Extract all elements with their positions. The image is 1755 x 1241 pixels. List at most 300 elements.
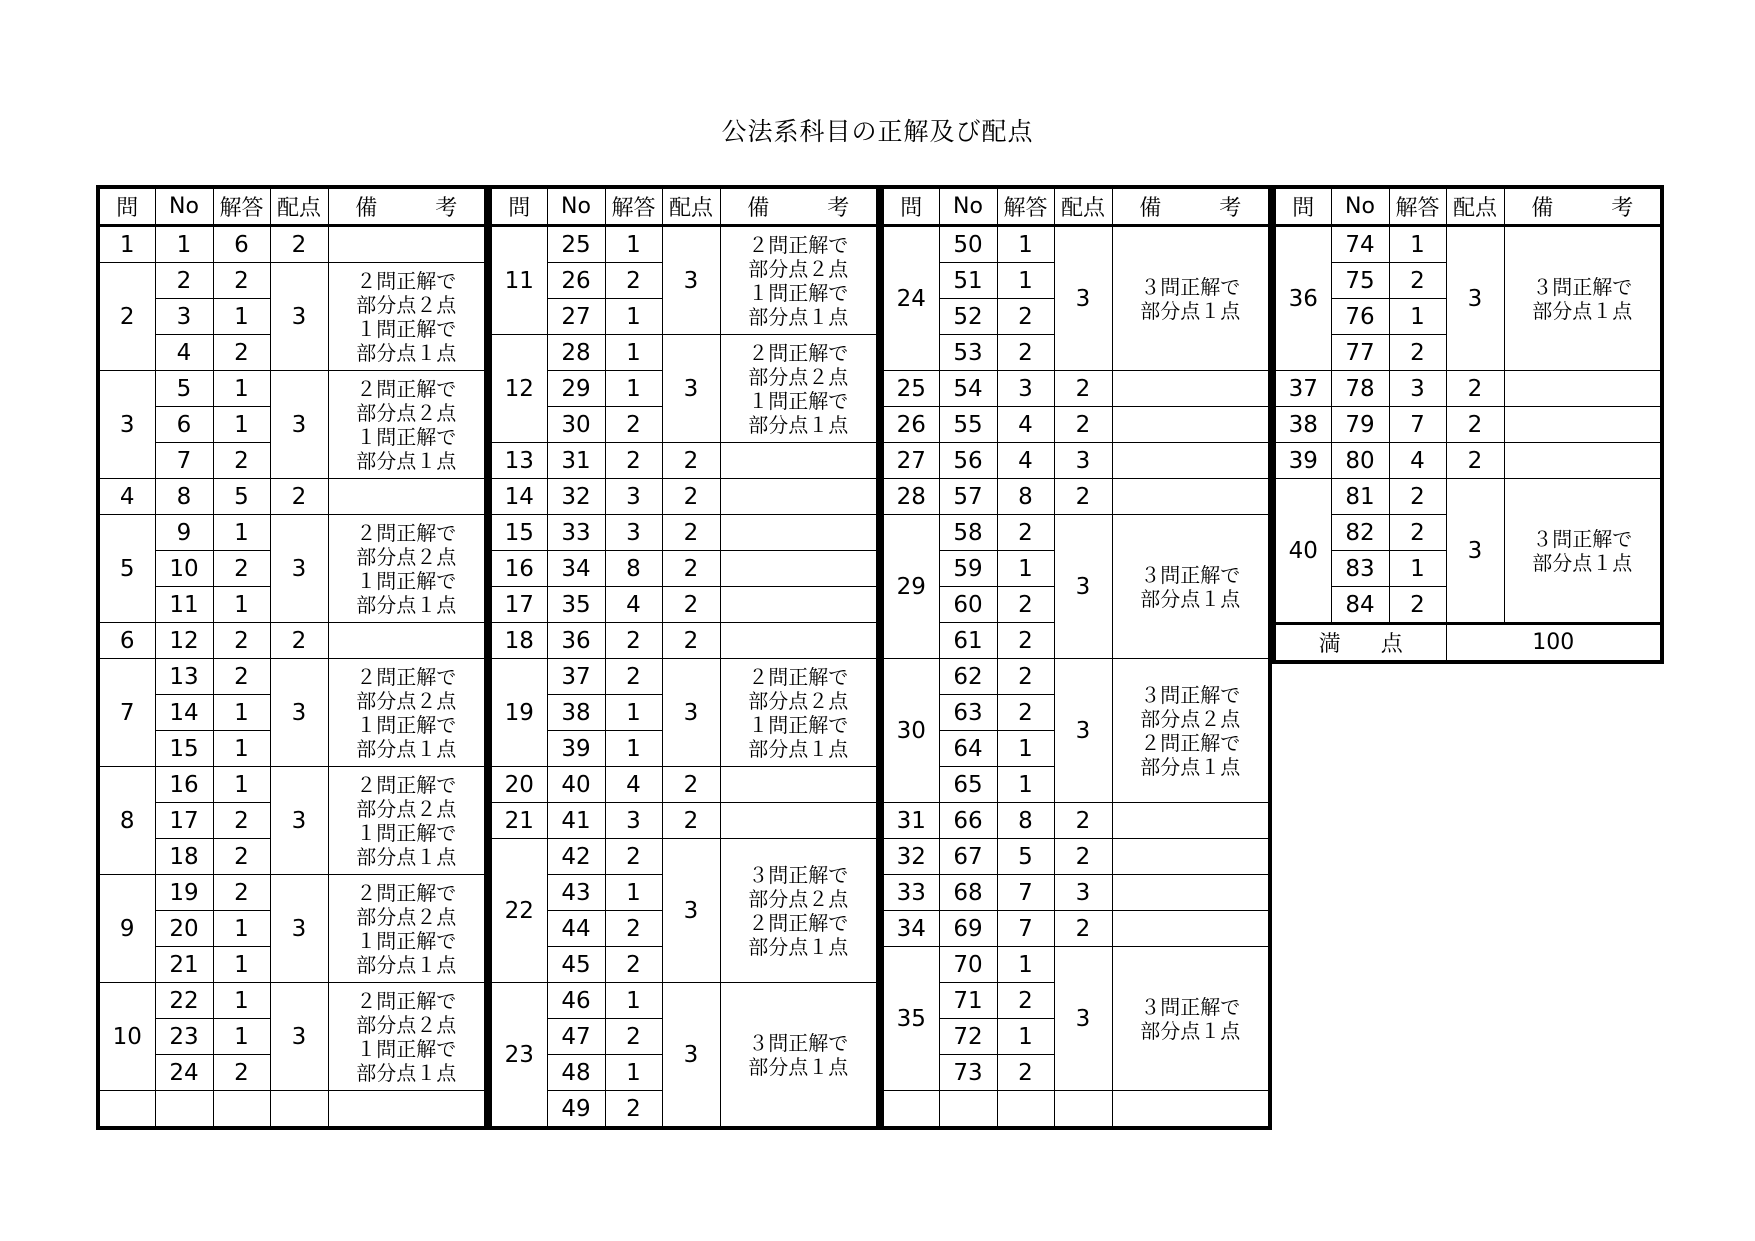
table-row [98, 263, 486, 299]
header-question: 問 [882, 187, 939, 226]
answer-no: 80 [1331, 443, 1389, 479]
answer-no: 52 [939, 299, 997, 335]
correct-answer: 1 [1389, 551, 1446, 587]
answer-no: 34 [547, 551, 605, 587]
correct-answer: 7 [997, 875, 1054, 911]
remarks-cell [328, 479, 486, 515]
answer-no: 37 [547, 659, 605, 695]
remark-line: ３問正解で [1532, 274, 1633, 299]
answer-no: 32 [547, 479, 605, 515]
correct-answer: 2 [605, 1019, 662, 1055]
correct-answer: 2 [605, 839, 662, 875]
remark-line: 部分点２点 [748, 364, 849, 389]
correct-answer: 2 [605, 263, 662, 299]
remark-line: ２問正解で [1140, 730, 1241, 755]
answer-no: 28 [547, 335, 605, 371]
answer-no: 17 [155, 803, 213, 839]
remark-line: １問正解で [748, 712, 849, 737]
answer-no: 60 [939, 587, 997, 623]
question-number: 26 [882, 407, 939, 443]
answer-no: 45 [547, 947, 605, 983]
question-number: 25 [882, 371, 939, 407]
empty-cell [997, 1091, 1054, 1129]
answer-no: 62 [939, 659, 997, 695]
correct-answer: 2 [605, 1091, 662, 1129]
table-row [882, 875, 1270, 911]
header-points: 配点 [1054, 187, 1112, 226]
question-number: 33 [882, 875, 939, 911]
question-number: 40 [1274, 479, 1331, 624]
answer-no: 56 [939, 443, 997, 479]
remark-line: ３問正解で [1140, 562, 1241, 587]
remarks-cell [720, 479, 878, 515]
question-number: 15 [490, 515, 547, 551]
points-cell: 3 [1446, 479, 1504, 624]
question-number: 10 [98, 983, 155, 1091]
remarks-cell [328, 371, 486, 479]
remarks-cell [1112, 803, 1270, 839]
empty-cell [98, 1091, 155, 1129]
correct-answer: 2 [605, 947, 662, 983]
answer-no: 59 [939, 551, 997, 587]
correct-answer: 5 [213, 479, 270, 515]
remarks-cell [1112, 911, 1270, 947]
correct-answer: 1 [213, 983, 270, 1019]
points-cell: 2 [1054, 371, 1112, 407]
remark-line: 部分点２点 [356, 1012, 457, 1037]
answer-no: 15 [155, 731, 213, 767]
table-row [882, 839, 1270, 875]
question-number: 34 [882, 911, 939, 947]
remark-line: 部分点２点 [356, 400, 457, 425]
table-row [1274, 479, 1662, 515]
remark-line: ２問正解で [356, 268, 457, 293]
correct-answer: 4 [1389, 443, 1446, 479]
correct-answer: 1 [213, 731, 270, 767]
header-row [1274, 187, 1662, 226]
table-row [490, 226, 878, 263]
correct-answer: 1 [605, 226, 662, 263]
question-number: 7 [98, 659, 155, 767]
answer-no: 6 [155, 407, 213, 443]
correct-answer: 1 [1389, 299, 1446, 335]
correct-answer: 2 [1389, 263, 1446, 299]
points-cell: 3 [1054, 443, 1112, 479]
correct-answer: 1 [1389, 226, 1446, 263]
header-number: No [1331, 187, 1389, 226]
question-number: 32 [882, 839, 939, 875]
table-row [882, 407, 1270, 443]
remark-line: 部分点１点 [356, 736, 457, 761]
table-row [98, 659, 486, 695]
correct-answer: 2 [213, 803, 270, 839]
remark-line: １問正解で [356, 712, 457, 737]
answer-no: 14 [155, 695, 213, 731]
remarks-cell [1112, 443, 1270, 479]
header-number: No [547, 187, 605, 226]
remark-line: ２問正解で [356, 880, 457, 905]
question-number: 30 [882, 659, 939, 803]
answer-no: 38 [547, 695, 605, 731]
remark-line: ２問正解で [356, 988, 457, 1013]
correct-answer: 2 [605, 659, 662, 695]
answer-no: 19 [155, 875, 213, 911]
remark-line: １問正解で [748, 388, 849, 413]
correct-answer: 1 [605, 695, 662, 731]
points-cell: 2 [662, 515, 720, 551]
answer-no: 69 [939, 911, 997, 947]
remarks-cell [720, 587, 878, 623]
points-cell: 3 [662, 839, 720, 983]
answer-no: 4 [155, 335, 213, 371]
question-number: 3 [98, 371, 155, 479]
empty-cell [939, 1091, 997, 1129]
answer-no: 75 [1331, 263, 1389, 299]
correct-answer: 2 [213, 263, 270, 299]
question-number: 6 [98, 623, 155, 659]
remarks-cell [1112, 371, 1270, 407]
header-answer: 解答 [1389, 187, 1446, 226]
points-cell: 2 [1054, 839, 1112, 875]
answer-no: 78 [1331, 371, 1389, 407]
correct-answer: 1 [213, 695, 270, 731]
correct-answer: 1 [213, 299, 270, 335]
remark-line: １問正解で [356, 1036, 457, 1061]
correct-answer: 3 [605, 479, 662, 515]
remark-line: 部分点１点 [356, 448, 457, 473]
table-row [882, 479, 1270, 515]
table-row [882, 659, 1270, 695]
correct-answer: 4 [997, 443, 1054, 479]
table-row [882, 443, 1270, 479]
answer-no: 51 [939, 263, 997, 299]
points-cell: 3 [662, 335, 720, 443]
correct-answer: 1 [997, 1019, 1054, 1055]
answer-no: 49 [547, 1091, 605, 1129]
answer-no: 82 [1331, 515, 1389, 551]
correct-answer: 1 [213, 911, 270, 947]
remarks-cell [328, 515, 486, 623]
question-number: 18 [490, 623, 547, 659]
answer-no: 41 [547, 803, 605, 839]
score-table-4 [1272, 185, 1664, 664]
table-row [882, 371, 1270, 407]
answer-no: 1 [155, 226, 213, 263]
correct-answer: 8 [605, 551, 662, 587]
header-row [490, 187, 878, 226]
remark-line: ３問正解で [1532, 526, 1633, 551]
remark-line: 部分点１点 [356, 1060, 457, 1085]
points-cell: 2 [1054, 911, 1112, 947]
remark-line: １問正解で [748, 280, 849, 305]
points-cell: 2 [662, 587, 720, 623]
remark-line: 部分点２点 [748, 256, 849, 281]
correct-answer: 2 [213, 551, 270, 587]
table-row [882, 947, 1270, 983]
correct-answer: 2 [605, 911, 662, 947]
question-number: 11 [490, 226, 547, 335]
remarks-cell [720, 623, 878, 659]
answer-no: 81 [1331, 479, 1389, 515]
remark-line: ２問正解で [356, 772, 457, 797]
header-remarks: 備 考 [1504, 187, 1662, 226]
question-number: 4 [98, 479, 155, 515]
remark-line: ２問正解で [748, 910, 849, 935]
table-row [1274, 407, 1662, 443]
correct-answer: 2 [213, 839, 270, 875]
header-remarks: 備 考 [328, 187, 486, 226]
answer-no: 67 [939, 839, 997, 875]
question-number: 19 [490, 659, 547, 767]
empty-cell [1112, 1091, 1270, 1129]
correct-answer: 1 [213, 947, 270, 983]
answer-no: 70 [939, 947, 997, 983]
remark-line: 部分点１点 [748, 736, 849, 761]
answer-no: 63 [939, 695, 997, 731]
correct-answer: 3 [1389, 371, 1446, 407]
remarks-cell [328, 983, 486, 1091]
correct-answer: 1 [213, 515, 270, 551]
table-row [98, 371, 486, 407]
correct-answer: 2 [997, 515, 1054, 551]
remark-line: ３問正解で [748, 862, 849, 887]
correct-answer: 1 [605, 299, 662, 335]
remarks-cell [1504, 443, 1662, 479]
remark-line: 部分点２点 [748, 688, 849, 713]
correct-answer: 1 [605, 1055, 662, 1091]
correct-answer: 1 [997, 731, 1054, 767]
question-number: 23 [490, 983, 547, 1129]
empty-cell [270, 1091, 328, 1129]
answer-no: 48 [547, 1055, 605, 1091]
correct-answer: 2 [1389, 479, 1446, 515]
answer-no: 31 [547, 443, 605, 479]
answer-no: 65 [939, 767, 997, 803]
remarks-cell [328, 875, 486, 983]
header-answer: 解答 [605, 187, 662, 226]
remarks-cell [1112, 875, 1270, 911]
table-row [490, 623, 878, 659]
answer-no: 40 [547, 767, 605, 803]
correct-answer: 2 [997, 659, 1054, 695]
points-cell: 2 [1446, 443, 1504, 479]
answer-no: 58 [939, 515, 997, 551]
correct-answer: 2 [997, 983, 1054, 1019]
remark-line: 部分点１点 [356, 340, 457, 365]
points-cell: 3 [270, 983, 328, 1091]
table-row [98, 875, 486, 911]
remark-line: ３問正解で [1140, 994, 1241, 1019]
points-cell: 2 [1054, 479, 1112, 515]
answer-no: 8 [155, 479, 213, 515]
remarks-cell [328, 659, 486, 767]
correct-answer: 3 [605, 515, 662, 551]
remarks-cell [720, 767, 878, 803]
answer-no: 33 [547, 515, 605, 551]
correct-answer: 2 [605, 407, 662, 443]
remarks-cell [1504, 407, 1662, 443]
correct-answer: 2 [213, 335, 270, 371]
remark-line: 部分点１点 [356, 844, 457, 869]
table-row [1274, 371, 1662, 407]
correct-answer: 4 [605, 767, 662, 803]
remark-line: 部分点１点 [1140, 1018, 1241, 1043]
remarks-cell [1112, 479, 1270, 515]
answer-no: 79 [1331, 407, 1389, 443]
answer-no: 25 [547, 226, 605, 263]
answer-no: 12 [155, 623, 213, 659]
answer-no: 36 [547, 623, 605, 659]
answer-no: 47 [547, 1019, 605, 1055]
answer-no: 53 [939, 335, 997, 371]
answer-no: 61 [939, 623, 997, 659]
remark-line: ２問正解で [748, 232, 849, 257]
correct-answer: 6 [213, 226, 270, 263]
correct-answer: 3 [997, 371, 1054, 407]
correct-answer: 2 [997, 299, 1054, 335]
correct-answer: 1 [997, 947, 1054, 983]
remarks-cell [1504, 479, 1662, 624]
correct-answer: 4 [605, 587, 662, 623]
remark-line: ３問正解で [1140, 682, 1241, 707]
remark-line: 部分点１点 [748, 304, 849, 329]
correct-answer: 1 [213, 587, 270, 623]
remark-line: １問正解で [356, 424, 457, 449]
remark-line: 部分点２点 [356, 292, 457, 317]
remarks-cell [720, 803, 878, 839]
remark-line: 部分点１点 [1532, 550, 1633, 575]
table-row [490, 335, 878, 371]
points-cell: 3 [270, 875, 328, 983]
remarks-cell [720, 551, 878, 587]
question-number: 35 [882, 947, 939, 1091]
answer-no: 27 [547, 299, 605, 335]
answer-no: 22 [155, 983, 213, 1019]
correct-answer: 1 [605, 983, 662, 1019]
remark-line: 部分点１点 [748, 1054, 849, 1079]
empty-cell [882, 1091, 939, 1129]
points-cell: 2 [1054, 803, 1112, 839]
correct-answer: 2 [213, 443, 270, 479]
empty-row [98, 1091, 486, 1129]
answer-no: 10 [155, 551, 213, 587]
remark-line: 部分点１点 [1140, 754, 1241, 779]
correct-answer: 8 [997, 803, 1054, 839]
table-row [882, 911, 1270, 947]
answer-no: 13 [155, 659, 213, 695]
table-row [1274, 226, 1662, 263]
points-cell: 2 [1054, 407, 1112, 443]
answer-no: 2 [155, 263, 213, 299]
table-row [490, 767, 878, 803]
answer-no: 24 [155, 1055, 213, 1091]
table-row [490, 587, 878, 623]
answer-no: 77 [1331, 335, 1389, 371]
remark-line: 部分点１点 [356, 952, 457, 977]
correct-answer: 7 [997, 911, 1054, 947]
points-cell: 3 [1054, 659, 1112, 803]
points-cell: 3 [1446, 226, 1504, 371]
correct-answer: 2 [997, 587, 1054, 623]
empty-cell [213, 1091, 270, 1129]
correct-answer: 1 [213, 407, 270, 443]
correct-answer: 1 [997, 263, 1054, 299]
remark-line: 部分点１点 [748, 412, 849, 437]
answer-no: 57 [939, 479, 997, 515]
header-question: 問 [98, 187, 155, 226]
correct-answer: 2 [213, 1055, 270, 1091]
score-table-3 [880, 185, 1272, 1130]
answer-no: 68 [939, 875, 997, 911]
table-row [98, 623, 486, 659]
question-number: 29 [882, 515, 939, 659]
question-number: 9 [98, 875, 155, 983]
points-cell: 3 [662, 983, 720, 1129]
table-row [98, 767, 486, 803]
question-number: 39 [1274, 443, 1331, 479]
question-number: 1 [98, 226, 155, 263]
remark-line: １問正解で [356, 568, 457, 593]
table-row [882, 515, 1270, 551]
correct-answer: 3 [605, 803, 662, 839]
table-row [490, 479, 878, 515]
remarks-cell [1112, 515, 1270, 659]
question-number: 5 [98, 515, 155, 623]
answer-no: 74 [1331, 226, 1389, 263]
remark-line: 部分点２点 [1140, 706, 1241, 731]
points-cell: 3 [1054, 947, 1112, 1091]
header-points: 配点 [270, 187, 328, 226]
correct-answer: 1 [605, 875, 662, 911]
table-row [98, 983, 486, 1019]
correct-answer: 1 [213, 767, 270, 803]
header-remarks: 備 考 [720, 187, 878, 226]
answer-no: 3 [155, 299, 213, 335]
points-cell: 3 [662, 659, 720, 767]
points-cell: 2 [270, 479, 328, 515]
answer-no: 11 [155, 587, 213, 623]
answer-no: 9 [155, 515, 213, 551]
correct-answer: 1 [605, 371, 662, 407]
question-number: 37 [1274, 371, 1331, 407]
remark-line: 部分点１点 [748, 934, 849, 959]
remark-line: ３問正解で [748, 1030, 849, 1055]
answer-no: 20 [155, 911, 213, 947]
correct-answer: 2 [1389, 587, 1446, 624]
header-number: No [939, 187, 997, 226]
remarks-cell [328, 226, 486, 263]
page-title: 公法系科目の正解及び配点 [721, 117, 1034, 146]
correct-answer: 1 [997, 226, 1054, 263]
correct-answer: 2 [605, 623, 662, 659]
remark-line: １問正解で [356, 316, 457, 341]
points-cell: 2 [662, 803, 720, 839]
answer-no: 73 [939, 1055, 997, 1091]
answer-no: 21 [155, 947, 213, 983]
question-number: 28 [882, 479, 939, 515]
answer-no: 76 [1331, 299, 1389, 335]
remarks-cell [1112, 947, 1270, 1091]
answer-no: 16 [155, 767, 213, 803]
header-row [98, 187, 486, 226]
points-cell: 3 [270, 767, 328, 875]
points-cell: 2 [662, 623, 720, 659]
remark-line: ２問正解で [356, 664, 457, 689]
question-number: 36 [1274, 226, 1331, 371]
answer-no: 83 [1331, 551, 1389, 587]
answer-no: 42 [547, 839, 605, 875]
question-number: 14 [490, 479, 547, 515]
